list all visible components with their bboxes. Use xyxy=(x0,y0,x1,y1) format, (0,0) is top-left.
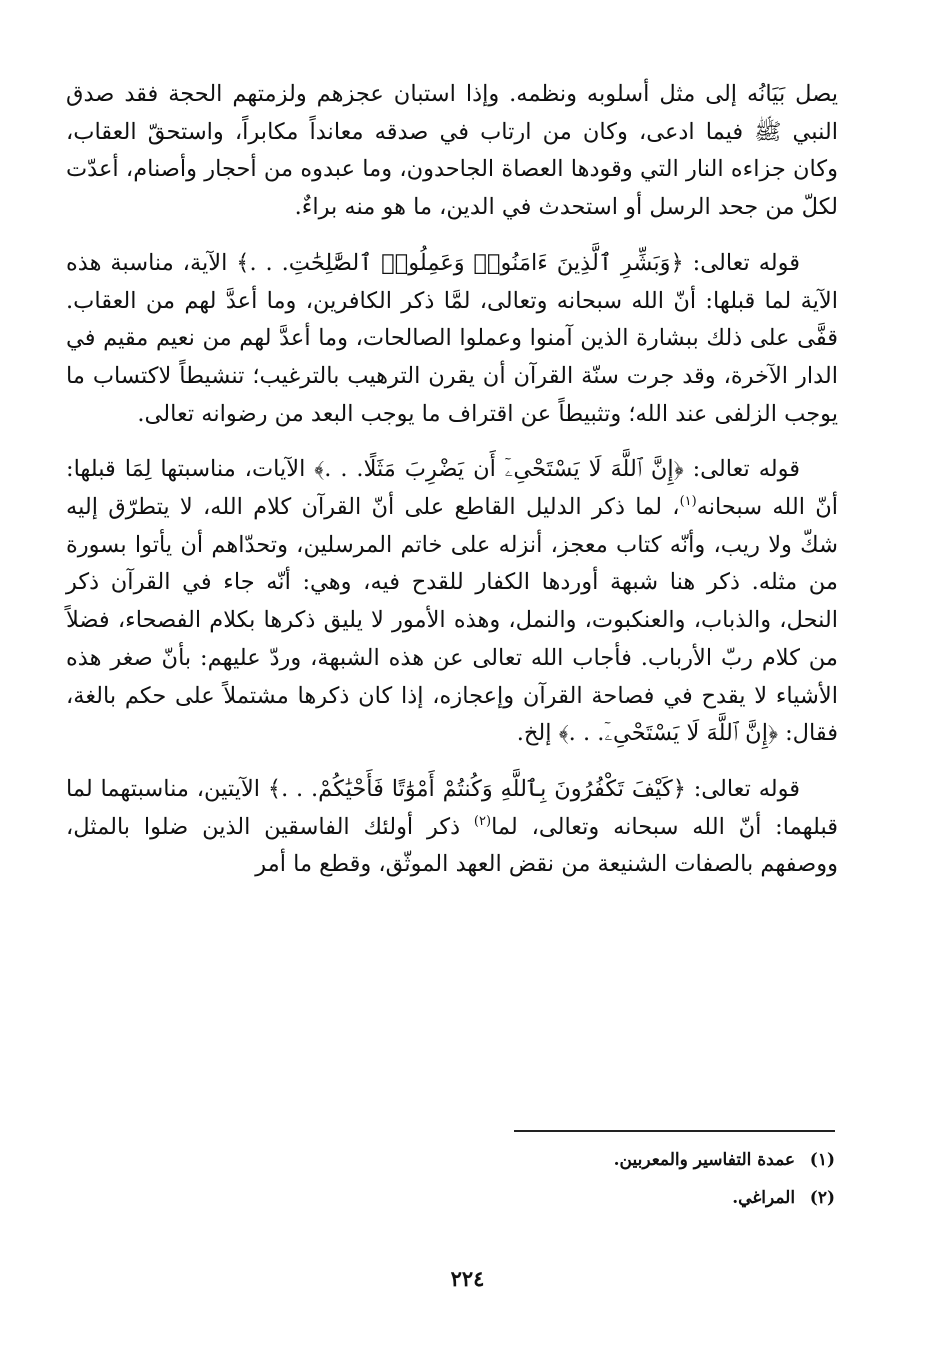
footnote-text: عمدة التفاسير والمعربين. xyxy=(613,1150,796,1170)
quran-verse: ﴿إِنَّ ٱللَّهَ لَا يَسْتَحْىِۦٓ. . .﴾ xyxy=(558,720,778,747)
paragraph xyxy=(66,76,838,227)
footnote xyxy=(335,1186,835,1210)
body-text: قوله تعالى: xyxy=(683,249,800,276)
paragraph xyxy=(66,245,838,434)
body-text: ، لما ذكر الدليل القاطع على أنّ القرآن كلام الله، لا يتطرّق إليه شكّ ولا ريب، وأنّه كتاب معجز، أنزله على خاتم المرسلين، وتحدّاهم أن يأتوا بسورة من مثله. ذكر هنا شبهة أوردها الكفار للقدح فيه، وهي: أنّه جاء في القرآن ذكر النحل، والذباب، والعنكبوت، والنمل، وهذه الأمور لا يليق ذكرها بكلام الفصحاء، فضلاً من كلام ربّ الأرباب. فأجاب الله تعالى عن هذه الشبهة، وردّ عليهم: بأنّ صغر هذه الأشياء لا يقدح في فصاحة القرآن وإعجازه، إذا كان ذكرها مشتملاً على حكم بالغة، فقال: xyxy=(66,494,838,747)
footnotes xyxy=(335,1148,835,1224)
footnote-reference: (٢) xyxy=(473,813,492,829)
page-number: ٢٢٤ xyxy=(450,1266,485,1291)
footnote-reference: (١) xyxy=(679,494,697,510)
footnote-divider xyxy=(514,1130,835,1132)
body-text: ذكر أولئك الفاسقين الذين ضلوا بالمثل، ووصفهم بالصفات الشنيعة من نقض العهد الموثّق، وقطع ما أمر xyxy=(66,813,838,878)
page-body xyxy=(66,76,838,884)
quran-verse: ﴿إِنَّ ٱللَّهَ لَا يَسْتَحْىِۦٓ أَن يَضْرِبَ مَثَلًا. . .﴾ xyxy=(314,456,684,483)
quran-verse: ﴿وَبَشِّرِ ٱلَّذِينَ ءَامَنُوا۟ وَعَمِلُوا۟ ٱلصَّٰلِحَٰتِ. . .﴾ xyxy=(236,249,684,276)
paragraph xyxy=(66,451,838,753)
paragraph xyxy=(66,771,838,884)
body-text: قوله تعالى: xyxy=(685,775,800,802)
footnote xyxy=(335,1148,835,1172)
body-text: الآيات، مناسبتها لِمَا قبلها: أنّ الله سبحانه xyxy=(66,456,839,521)
body-text: الآيتين، مناسبتهما لما قبلهما: أنّ الله سبحانه وتعالى، لما xyxy=(66,775,838,840)
body-text: يصل بَيَانُه إلى مثل أسلوبه ونظمه. وإذا استبان عجزهم ولزمتهم الحجة فقد صدق النبي ﷺ فيما ادعى، وكان من ارتاب في صدقه معانداً مكابراً، واستحقّ العقاب، وكان جزاءه النار التي وقودها العصاة الجاحدون، وما عبدوه من أحجار وأصنام، أعدّت لكلّ من جحد الرسل أو استحدث في الدين، ما هو منه براءٌ. xyxy=(66,81,838,221)
quran-verse: ﴿كَيْفَ تَكْفُرُونَ بِٱللَّهِ وَكُنتُمْ أَمْوَٰتًا فَأَحْيَٰكُمْ. . .﴾ xyxy=(267,775,686,802)
footnote-text: المراغي. xyxy=(732,1188,796,1208)
body-text: إلخ. xyxy=(516,720,559,747)
footnote-number: (٢) xyxy=(809,1188,835,1208)
body-text: قوله تعالى: xyxy=(683,456,800,483)
footnote-number: (١) xyxy=(809,1150,835,1170)
body-text: الآية، مناسبة هذه الآية لما قبلها: أنّ الله سبحانه وتعالى، لمَّا ذكر الكافرين، وما أعدَّ لهم من العقاب. قفَّى على ذلك ببشارة الذين آمنوا وعملوا الصالحات، وما أعدَّ لهم من نعيم مقيم في الدار الآخرة، وقد جرت سنّة القرآن أن يقرن الترهيب بالترغيب؛ تنشيطاً لاكتساب ما يوجب الزلفى عند الله؛ وتثبيطاً عن اقتراف ما يوجب البعد من رضوانه تعالى. xyxy=(66,249,838,427)
